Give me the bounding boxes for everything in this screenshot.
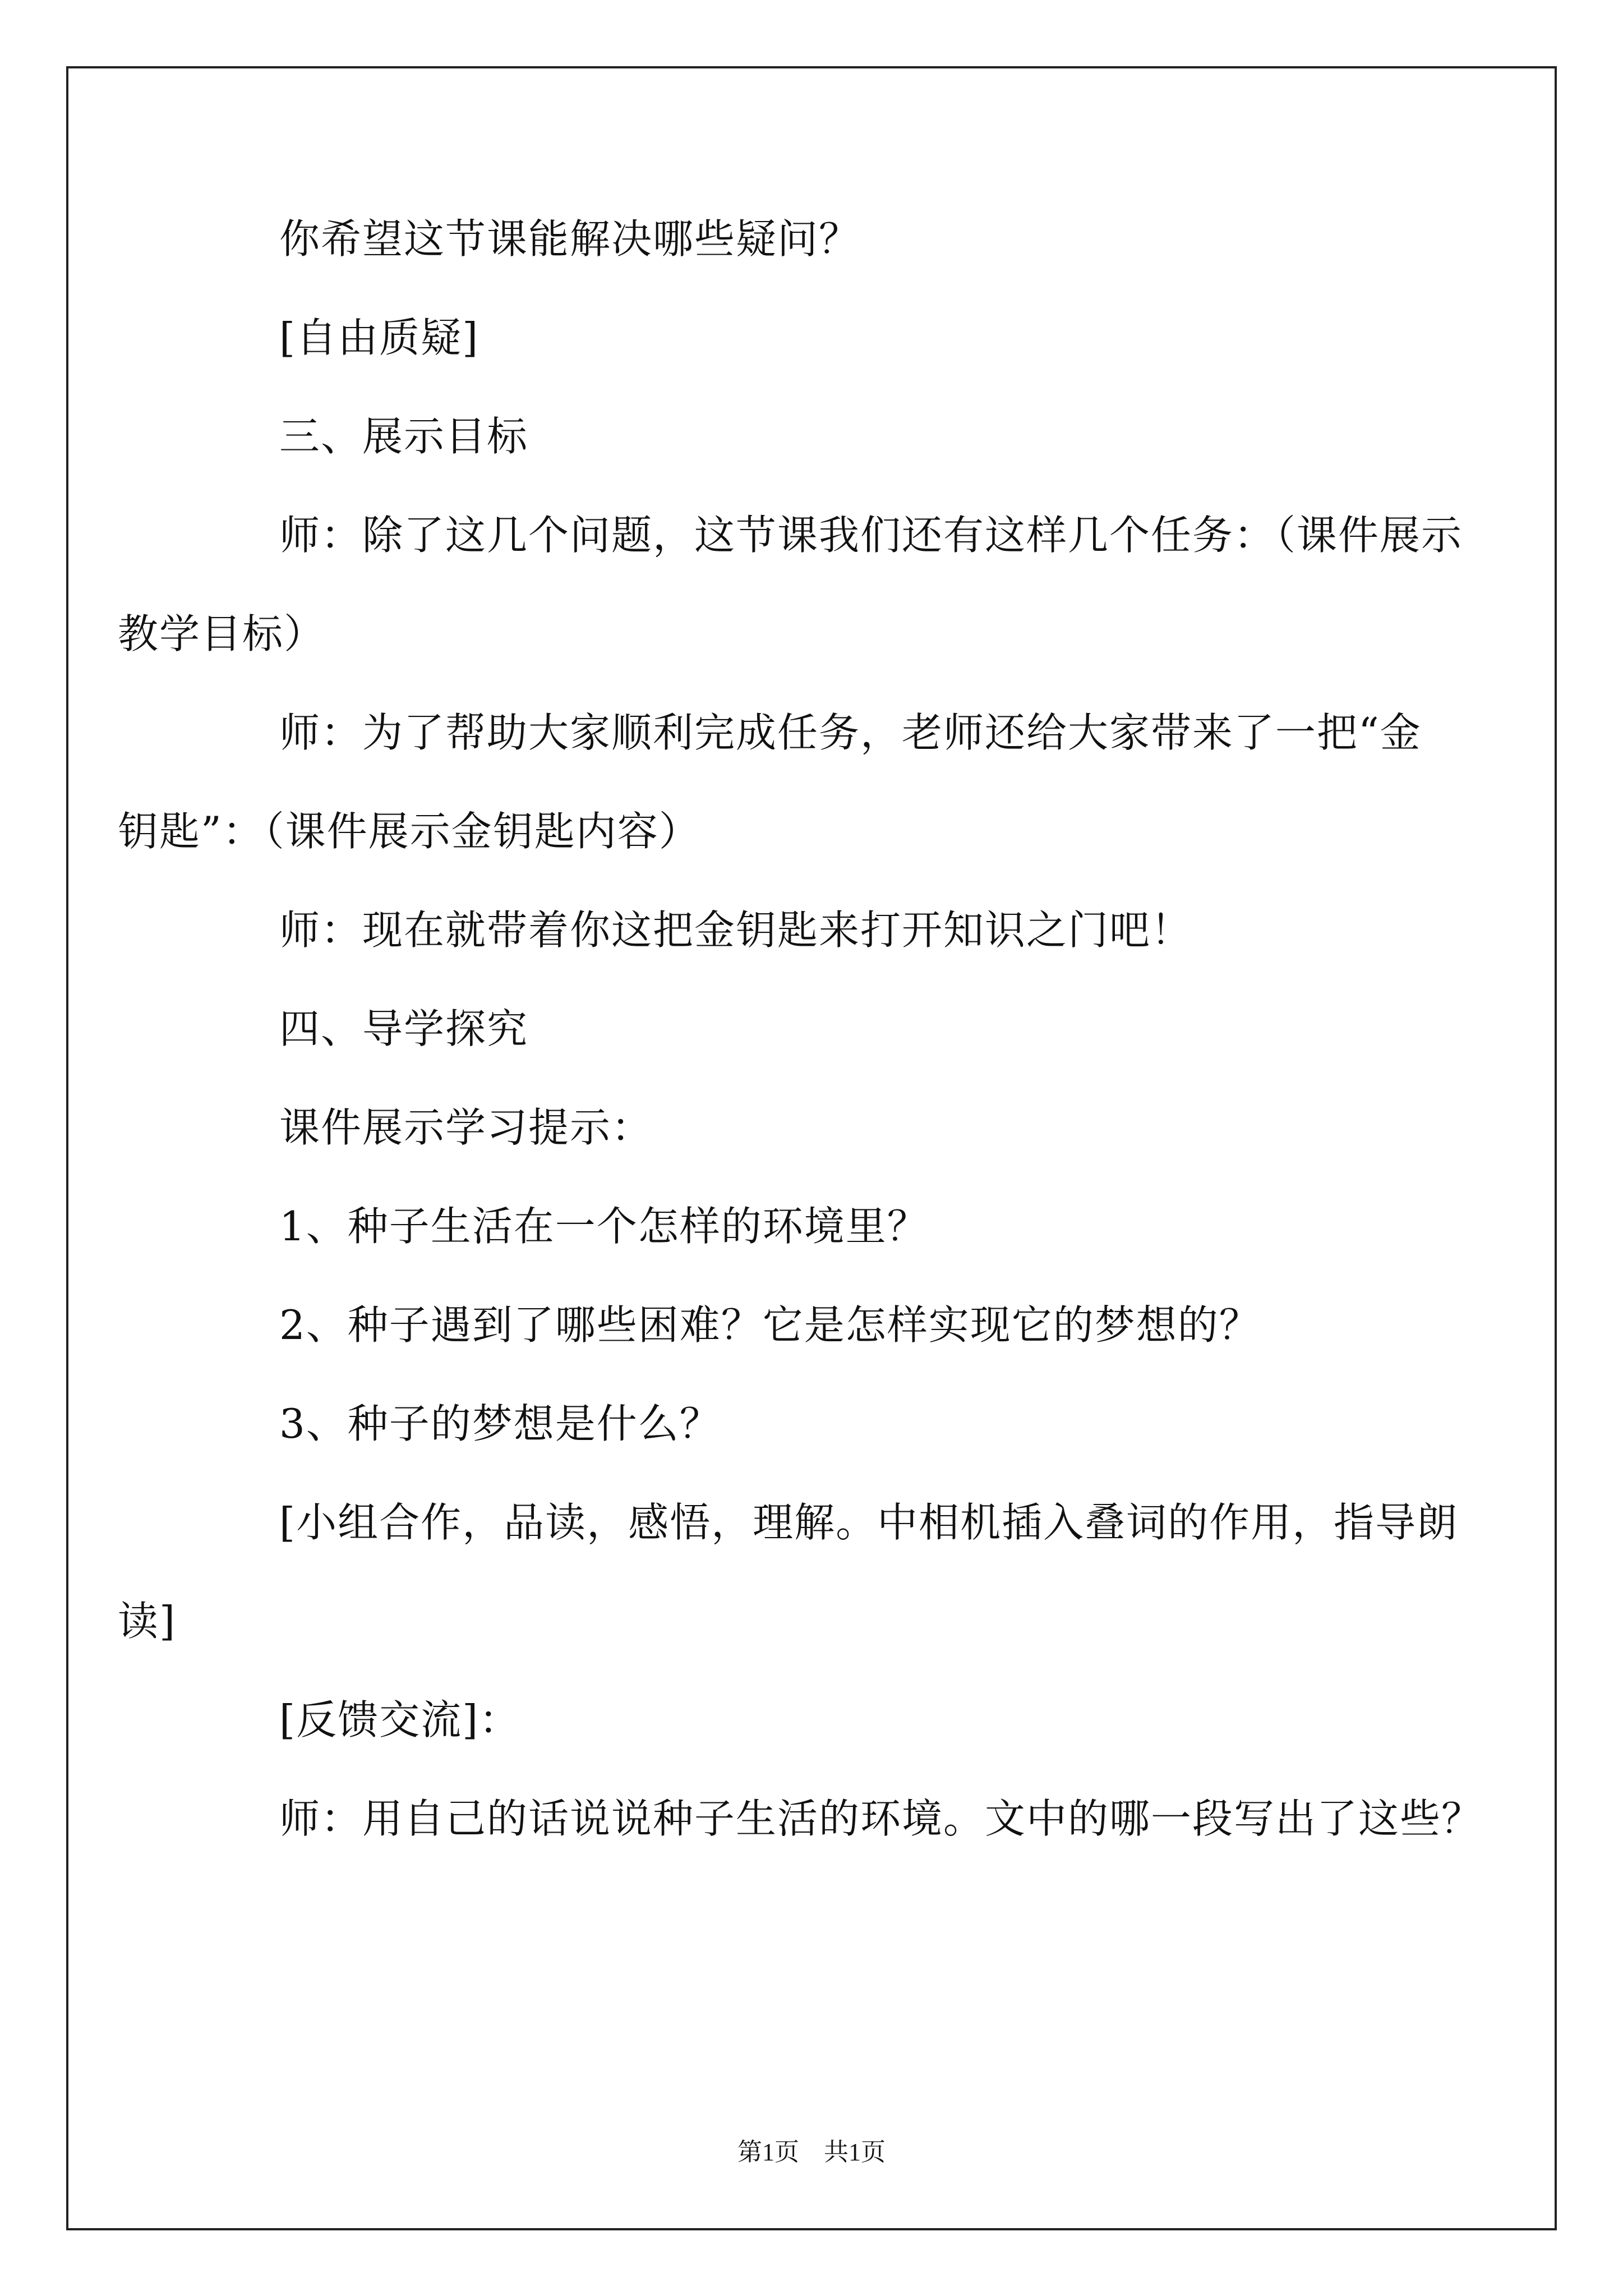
paragraph-feedback: [反馈交流]： bbox=[279, 1696, 521, 1743]
paragraph-question: 你希望这节课能解决哪些疑问？ bbox=[279, 215, 861, 263]
list-item-3: 3、种子的梦想是什么？ bbox=[279, 1400, 721, 1447]
paragraph-golden-key-line1: 师：为了帮助大家顺利完成任务，老师还给大家带来了一把“金 bbox=[279, 709, 1422, 756]
paragraph-free-question: [自由质疑] bbox=[279, 314, 479, 361]
document-body bbox=[118, 215, 1483, 1895]
paragraph-group-work bbox=[118, 1499, 1459, 1645]
heading-guided-inquiry: 四、导学探究 bbox=[279, 1005, 529, 1052]
paragraph-environment: 师：用自己的话说说种子生活的环境。文中的哪一段写出了这些？ bbox=[279, 1795, 1483, 1842]
paragraph-golden-key bbox=[118, 709, 1432, 855]
list-item-2: 2、种子遇到了哪些困难？它是怎样实现它的梦想的？ bbox=[279, 1301, 1261, 1349]
paragraph-open-door: 师：现在就带着你这把金钥匙来打开知识之门吧！ bbox=[279, 907, 1193, 954]
paragraph-study-tips: 课件展示学习提示： bbox=[279, 1104, 653, 1151]
paragraph-group-work-line1: [小组合作，品读，感悟，理解。中相机插入叠词的作用，指导朗 bbox=[279, 1499, 1459, 1546]
list-item-1: 1、种子生活在一个怎样的环境里？ bbox=[279, 1203, 929, 1250]
paragraph-tasks-line1: 师：除了这几个问题，这节课我们还有这样几个任务：（课件展示 bbox=[279, 512, 1463, 559]
paragraph-tasks-line2: 教学目标） bbox=[118, 610, 326, 657]
paragraph-golden-key-line2: 钥匙”：（课件展示金钥匙内容） bbox=[118, 808, 700, 855]
page-footer: 第1页 共1页 bbox=[737, 2138, 886, 2166]
paragraph-group-work-line2: 读] bbox=[118, 1598, 177, 1645]
paragraph-tasks bbox=[118, 512, 1463, 657]
heading-show-goals: 三、展示目标 bbox=[279, 413, 529, 460]
